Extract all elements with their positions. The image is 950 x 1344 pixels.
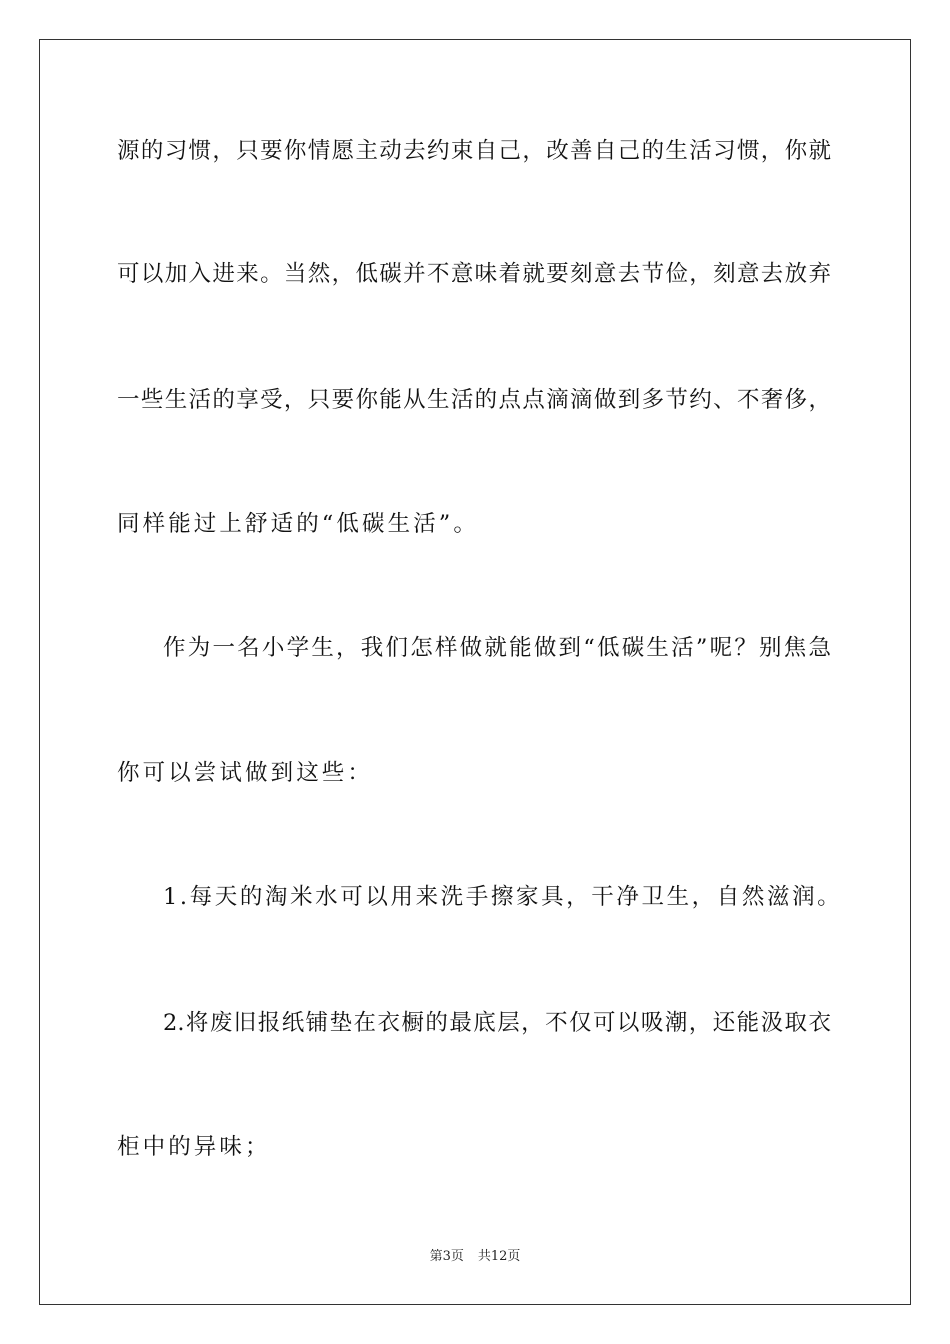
text-line: 同样能过上舒适的“低碳生活”。 (117, 511, 480, 537)
list-item: 2.将废旧报纸铺垫在衣橱的最底层，不仅可以吸潮，还能汲取衣 (163, 1010, 831, 1036)
text-line: 源的习惯，只要你情愿主动去约束自己，改善自己的生活习惯，你就 (117, 138, 831, 164)
text-line: 柜中的异味； (117, 1134, 271, 1160)
page-frame (39, 39, 911, 1305)
text-line: 一些生活的享受，只要你能从生活的点点滴滴做到多节约、不奢侈， (117, 387, 831, 413)
text-line: 可以加入进来。当然，低碳并不意味着就要刻意去节俭，刻意去放弃 (117, 261, 831, 287)
list-item: 1.每天的淘米水可以用来洗手擦家具，干净卫生，自然滋润。 (163, 884, 843, 910)
text-line: 你可以尝试做到这些： (117, 760, 374, 786)
page-number: 第3页 (429, 1249, 464, 1264)
page-footer (0, 1248, 950, 1266)
page-total: 共12页 (477, 1249, 521, 1264)
text-line: 作为一名小学生，我们怎样做就能做到“低碳生活”呢？别焦急 (163, 635, 831, 661)
